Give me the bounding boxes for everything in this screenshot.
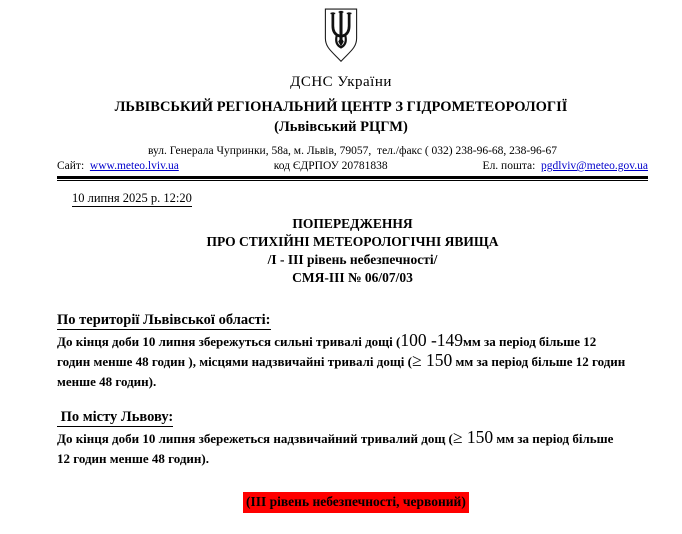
org-name-line1: ЛЬВІВСЬКИЙ РЕГІОНАЛЬНИЙ ЦЕНТР З ГІДРОМЕТЕОРОЛОГІЇ bbox=[114, 99, 568, 115]
ukraine-trident-emblem-icon bbox=[319, 7, 363, 64]
edrpou-code: код ЄДРПОУ 20781838 bbox=[273, 160, 388, 172]
email-link[interactable]: pgdlviv@meteo.gov.ua bbox=[541, 160, 648, 172]
contact-row bbox=[57, 160, 648, 172]
site-label: Сайт: bbox=[57, 160, 85, 172]
site-link[interactable]: www.meteo.lviv.ua bbox=[89, 160, 179, 172]
header-divider-rule bbox=[57, 176, 648, 181]
section-lviv-city-body: До кінця доби 10 липня збережеться надзвичайний тривалий дощ (≥ 150 мм за період більше 12 годин менше 48 годин). bbox=[57, 427, 614, 466]
org-name-line2: (Львівський РЦГМ) bbox=[274, 119, 408, 135]
emblem-container bbox=[0, 0, 682, 69]
warning-title-line4: СМЯ-ІІІ № 06/07/03 bbox=[292, 270, 413, 285]
email-label: Ел. пошта: bbox=[482, 160, 536, 172]
section-oblast-body: До кінця доби 10 липня збережуться сильні тривалі дощі (100 -149мм за період більше 12 годин менше 48 годин ), місцями надзвичайні тривалі дощі (≥ 150 мм за період більше 12 годин менше 48 годин). bbox=[57, 330, 626, 389]
section-lviv-city-heading: По місту Львову: bbox=[57, 409, 174, 425]
danger-level-banner: (ІІІ рівень небезпечності, червоний) bbox=[243, 492, 469, 513]
agency-name: ДСНС України bbox=[290, 74, 392, 90]
warning-title-line2: ПРО СТИХІЙНІ МЕТЕОРОЛОГІЧНІ ЯВИЩА bbox=[206, 234, 499, 249]
section-oblast bbox=[57, 312, 648, 392]
warning-title-block bbox=[57, 215, 648, 287]
section-oblast-heading: По території Львівської області: bbox=[57, 312, 271, 328]
document-datetime: 10 липня 2025 р. 12:20 bbox=[72, 191, 192, 205]
org-address: вул. Генерала Чупринки, 58а, м. Львів, 79057, тел./факс ( 032) 238-96-68, 238-96-67 bbox=[147, 145, 558, 157]
site-group bbox=[57, 160, 179, 172]
section-lviv-city bbox=[57, 409, 648, 469]
warning-title-line1: ПОПЕРЕДЖЕННЯ bbox=[292, 216, 413, 231]
email-group bbox=[483, 160, 648, 172]
warning-title-line3: /І - ІІІ рівень небезпечності/ bbox=[267, 252, 438, 267]
